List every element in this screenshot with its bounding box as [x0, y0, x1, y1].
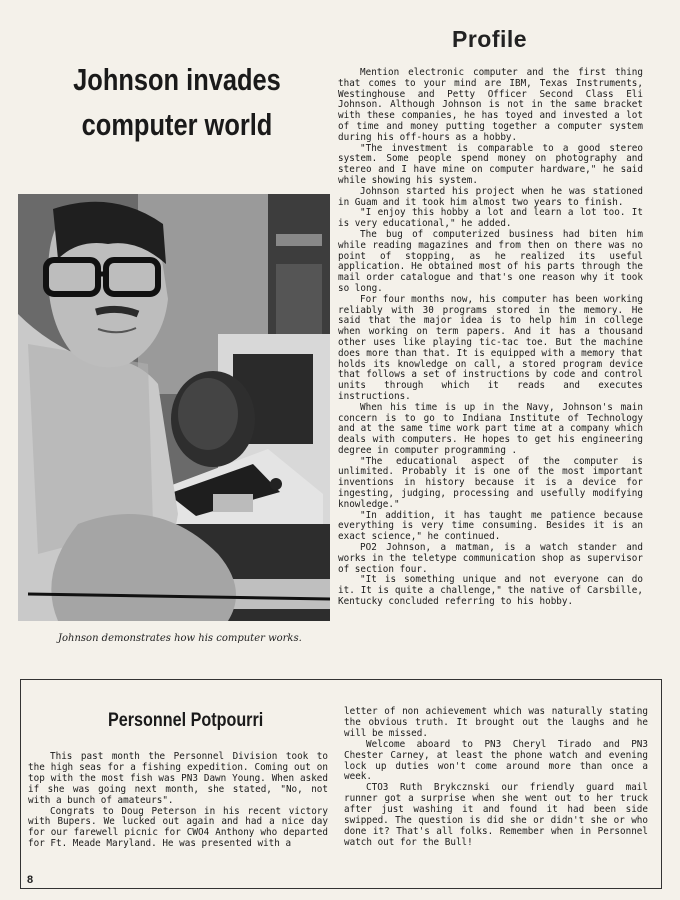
box-paragraph: CTO3 Ruth Brykcznski our friendly guard mail runner got a surprise when she went out to her truck after just washing it and found it had been side swipped. The question is did she or didn't she or who done it? That's all folks. Remember when in Personnel watch out for the Bull! [344, 782, 648, 848]
box-title: Personnel Potpourri [108, 710, 264, 731]
photo [18, 194, 330, 621]
article-paragraph: "I enjoy this hobby a lot and learn a lot too. It is very educational," he added. [338, 207, 643, 230]
page-number: 8 [27, 874, 34, 886]
article-paragraph: When his time is up in the Navy, Johnson's main concern is to go to Indiana Institute of Technology and at the same time work part time at a company which deals with computers. He hopes to get his engineering degree in computer programming . [338, 401, 643, 456]
article-paragraph: Johnson started his project when he was stationed in Guam and it took him almost two years to finish. [338, 185, 643, 208]
box-paragraph: This past month the Personnel Division took to the high seas for a fishing expedition. Coming out on top with the most fish was PN3 Dawn Young. When asked if she was going next month, she stated, "No, not with a bunch of amateurs". [28, 751, 328, 806]
box-column-right [344, 707, 648, 849]
headline [58, 58, 296, 148]
article-paragraph: For four months now, his computer has been working reliably with 30 programs stored in the memory. He said that the major idea is to help him in college when working on term papers. And it has a thousand other uses like playing tic-tac toe. But the machine does more than that. It is equipped with a memory that holds its knowledge on call, a stored program device that follows a set of instructions by code and control units through which it reads and executes instructions. [338, 293, 643, 402]
article-paragraph: PO2 Johnson, a matman, is a watch stander and works in the teletype communication shop as supervisor of section four. [338, 542, 643, 575]
section-label: Profile [452, 26, 528, 52]
headline-line-1: Johnson invades [73, 62, 281, 97]
article-paragraph: "It is something unique and not everyone can do it. It is quite a challenge," the native of Carsbille, Kentucky concluded referring to his hobby. [338, 574, 643, 608]
box-paragraph: Welcome aboard to PN3 Cheryl Tirado and PN3 Chester Carney, at least the phone watch and evening lock up duties won't come around more than once a week. [344, 738, 648, 783]
box-paragraph: letter of non achievement which was naturally stating the obvious truth. It brought out the laughs and he will be missed. [344, 706, 648, 739]
article-paragraph: The bug of computerized business had biten him while reading magazines and from then on there was no point of stopping, as he realized its useful application. He obtained most of his parts through the mail order catalogue and that's one reason why it took so long. [338, 228, 643, 294]
article-paragraph: "The educational aspect of the computer is unlimited. Probably it is one of the most important inventions in history because it is a device for ingesting, judging, processing and usefully modifying knowledge." [338, 455, 643, 510]
box-column-left [28, 752, 328, 850]
article-body [338, 68, 643, 608]
headline-line-2: computer world [81, 106, 273, 142]
article-paragraph: "In addition, it has taught me patience because everything is very time consuming. Besides it is an exact science," he continued. [338, 509, 643, 543]
photo-caption: Johnson demonstrates how his computer works. [58, 633, 302, 644]
article-paragraph: "The investment is comparable to a good stereo system. Some people spend money on photography and stereo and I have mine on computer hardware," he said while showing his system. [338, 142, 643, 186]
photo-illustration [18, 194, 330, 621]
box-paragraph: Congrats to Doug Peterson in his recent victory with Bupers. We lucked out again and had a nice day for our farewell picnic for CWO4 Anthony who departed for Ft. Meade Maryland. He was presented with a [28, 805, 328, 850]
article-paragraph: Mention electronic computer and the first thing that comes to your mind are IBM, Texas Instruments, Westinghouse and Petty Officer Second Class Eli Johnson. Although Johnson is not in the same bracket with these companies, he has toyed and invested a lot of time and money putting together a computer system during his off-hours as a hobby. [338, 67, 643, 143]
